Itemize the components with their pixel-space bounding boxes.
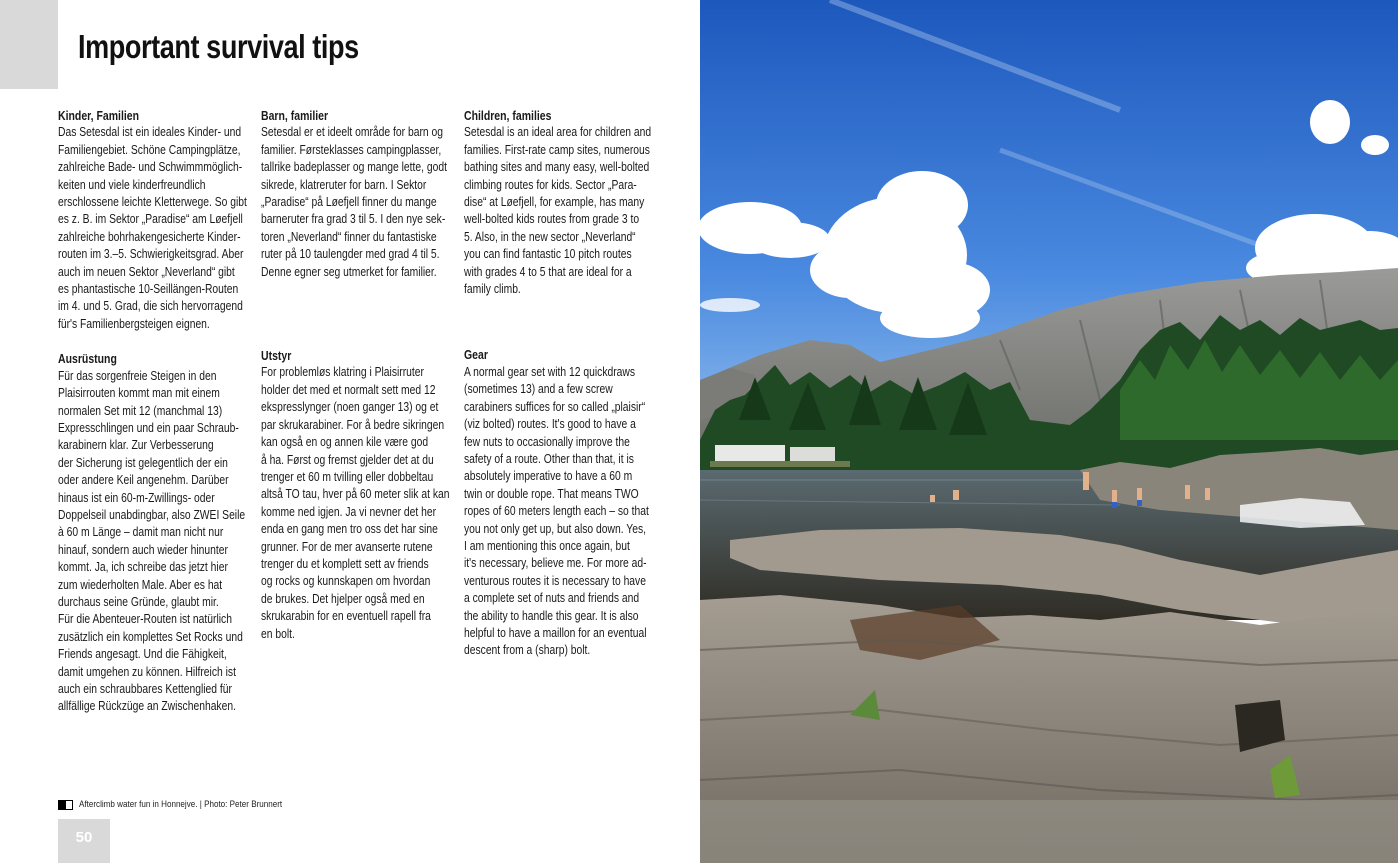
photo-caption (58, 799, 318, 810)
section-heading: Utstyr (261, 348, 292, 364)
section-body: For problemløs klatring i Plaisirruter holder det med et normalt sett med 12 ekspresslynger (noen ganger 13) og et par skrukarabiner. For å bedre sikringen kan også en og annen kile være god å ha. Først og fremst gjelder det at du trenger et 60 m tvilling eller dobbeltau altså TO tau, hver på 60 meter slik at kan komme ned igjen. Ja vi nevner det her enda en gang men tro oss det har sine grunner. For de mer avanserte rutene trenger du et komplett sett av friends og rocks og kunnskapen om hvordan de brukes. Det hjelper også med en skrukarabin for en eventuell rapell fra en bolt. (261, 365, 450, 641)
landscape-photo (700, 0, 1398, 863)
section-body: A normal gear set with 12 quickdraws (sometimes 13) and a few screw carabiners suffices for so called „plaisir“ (viz bolted) routes. It's good to have a few nuts to occasionally improve the safety of a route. Other than that, it is absolutely imperative to have a 60 m twin or double rope. That means TWO ropes of 60 meters length each – so that you not only get up, but also down. Yes, I am mentioning this once again, but it's necessary, believe me. For more ad- venturous routes it is necessary to have a complete set of nuts and friends and the ability to handle this gear. It is also helpful to have a maillon for an eventual descent from a (sharp) bolt. (464, 364, 649, 658)
column-norwegian (261, 107, 461, 643)
camera-caption-icon (58, 800, 73, 810)
section-heading: Gear (464, 347, 488, 363)
page-number-box (58, 819, 110, 863)
title-accent-block (0, 0, 58, 89)
page-title: Important survival tips (78, 28, 359, 65)
caption-text: Afterclimb water fun in Honnejve. | Photo: Peter Brunnert (79, 799, 283, 810)
section-heading: Children, families (464, 108, 552, 123)
section-body: Das Setesdal ist ein ideales Kinder- und Familiengebiet. Schöne Campingplätze, zahlreiche Bade- und Schwimmmöglich- keiten und viele kinderfreundlich erschlossene leichte Kletterwege. So gibt es z. B. im Sektor „Paradise“ am Løefjell zahlreiche bohrhakengesicherte Kinder- routen im 3.–5. Schwierigkeitsgrad. Aber auch im neuen Sektor „Neverland“ gibt es phantastische 10-Seillängen-Routen im 4. und 5. Grad, die sich hervorragend für's Familienbergsteigen eignen. (58, 125, 247, 331)
section-body: Setesdal is an ideal area for children and families. First-rate camp sites, numerous bathing sites and many easy, well-bolted climbing routes for kids. Sector „Para- dise“ at Løefjell, for example, has many well-bolted kids routes from grade 3 to 5. Also, in the new sector „Neverland“ you can find fantastic 10 pitch routes with grades 4 to 5 that are ideal for a family climb. (464, 125, 652, 297)
section-heading: Kinder, Familien (58, 108, 140, 123)
section-body: Für das sorgenfreie Steigen in den Plaisirrouten kommt man mit einem normalen Set mit 12 (manchmal 13) Expresschlingen und ein paar Schraub- karabinern klar. Zur Verbesserung der Sicherung ist gelegentlich der ein oder andere Keil angenehm. Darüber hinaus ist ein 60-m-Zwillings- oder Doppelseil unabdingbar, also ZWEI Seile à 60 m Länge – damit man nicht nur hinauf, sondern auch wieder hinunter kommt. Ja, ich schreibe das jetzt hier zum wiederholten Male. Aber es hat durchaus seine Gründe, glaubt mir. Für die Abenteuer-Routen ist natürlich zusätzlich ein komplettes Set Rocks und Friends angesagt. Und die Fähigkeit, damit umgehen zu können. Hilfreich ist auch ein schraubbares Kettenglied für allfällige Rückzüge an Zwischenhaken. (58, 368, 246, 714)
page-number: 50 (75, 829, 93, 846)
section-body: Setesdal er et ideelt område for barn og familier. Førsteklasses campingplasser, tallrike badeplasser og mange lette, godt sikrede, klatreruter for barn. I Sektor „Paradise“ på Løefjell finner du mange barneruter fra grad 3 til 5. I den nye sek- toren „Neverland“ finner du fantastiske ruter på 10 taulengder med grad 4 til 5. Denne egner seg utmerket for familier. (261, 125, 448, 279)
column-english (464, 107, 664, 660)
section-heading: Ausrüstung (58, 351, 117, 367)
column-german (58, 107, 258, 716)
section-heading: Barn, familier (261, 108, 329, 123)
